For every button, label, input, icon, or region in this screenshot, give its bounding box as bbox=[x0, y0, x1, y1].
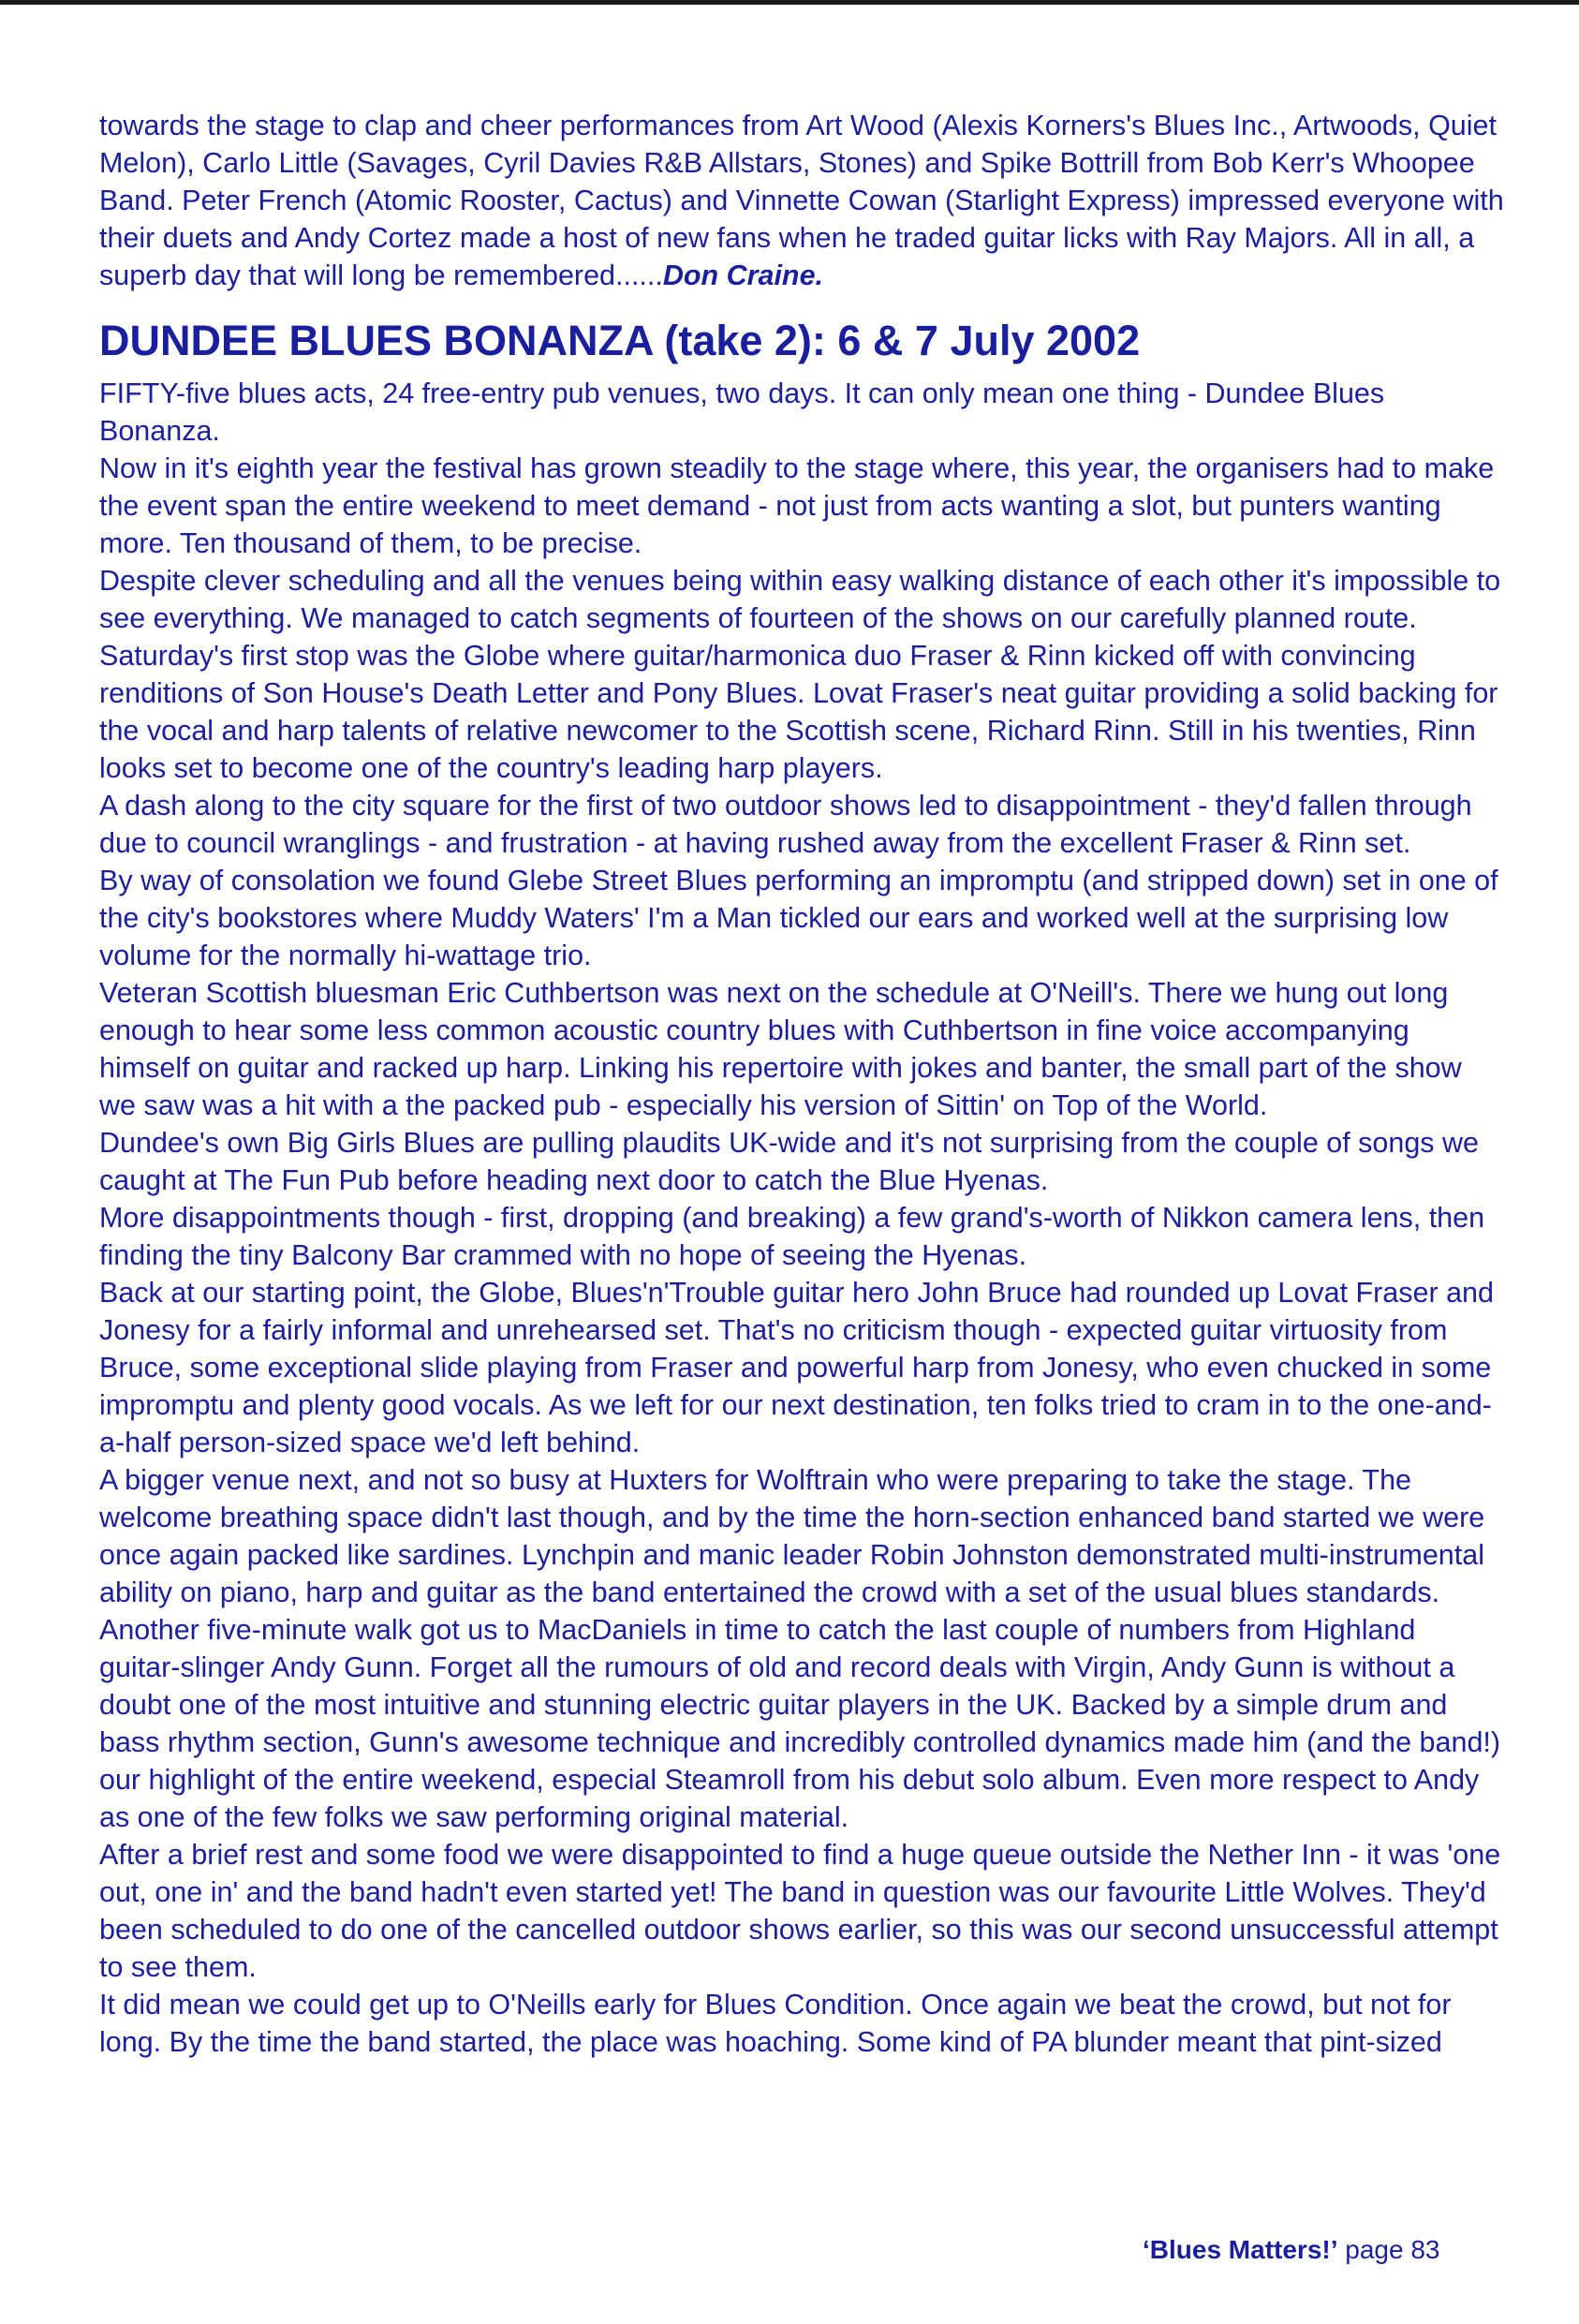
article-paragraph: Now in it's eighth year the festival has grown steadily to the stage where, this year, the organisers had to make the event span the entire weekend to meet demand - not just from acts wanting a slot, but punters wanting more. Ten thousand of them, to be precise. bbox=[99, 452, 1495, 559]
article-paragraph: FIFTY-five blues acts, 24 free-entry pub venues, two days. It can only mean one thing - Dundee Blues Bonanza. bbox=[99, 377, 1385, 447]
article-paragraph: Saturday's first stop was the Globe where guitar/harmonica duo Fraser & Rinn kicked off with convincing renditions of Son House's Death Letter and Pony Blues. Lovat Fraser's neat guitar providing a solid backing for the vocal and harp talents of relative newcomer to the Scottish scene, Richard Rinn. Still in his twenties, Rinn looks set to become one of the country's leading harp players. bbox=[99, 640, 1498, 784]
article-paragraph: By way of consolation we found Glebe Street Blues performing an impromptu (and stripped down) set in one of the city's bookstores where Muddy Waters' I'm a Man tickled our ears and worked well at the surprising low volume for the normally hi-wattage trio. bbox=[99, 865, 1498, 971]
article-paragraph: Another five-minute walk got us to MacDaniels in time to catch the last couple of numbers from Highland guitar-slinger Andy Gunn. Forget all the rumours of old and record deals with Virgin, Andy Gunn is without a doubt one of the most intuitive and stunning electric guitar players in the UK. Backed by a simple drum and bass rhythm section, Gunn's awesome technique and incredibly controlled dynamics made him (and the band!) our highlight of the entire weekend, especial Steamroll from his debut solo album. Even more respect to Andy as one of the few folks we saw performing original material. bbox=[99, 1614, 1501, 1833]
article-paragraph: Dundee's own Big Girls Blues are pulling plaudits UK-wide and it's not surprising from the couple of songs we caught at The Fun Pub before heading next door to catch the Blue Hyenas. bbox=[99, 1127, 1480, 1196]
article-paragraph: Despite clever scheduling and all the venues being within easy walking distance of each other it's impossible to see everything. We managed to catch segments of fourteen of the shows on our carefully planned route. bbox=[99, 565, 1501, 634]
top-rule bbox=[0, 0, 1579, 5]
article-paragraph: Veteran Scottish bluesman Eric Cuthbertson was next on the schedule at O'Neill's. There we hung out long enough to hear some less common acoustic country blues with Cuthbertson in fine voice accompanying himself on guitar and racked up harp. Linking his repertoire with jokes and banter, the small part of the show we saw was a hit with a the packed pub - especially his version of Sittin' on Top of the World. bbox=[99, 977, 1462, 1121]
article-paragraph: A dash along to the city square for the first of two outdoor shows led to disappointment - they'd fallen through due to council wranglings - and frustration - at having rushed away from the excellent Fraser & Rinn set. bbox=[99, 790, 1472, 859]
page-footer bbox=[1143, 2235, 1440, 2265]
page-number: page 83 bbox=[1345, 2235, 1440, 2264]
article-title: DUNDEE BLUES BONANZA (take 2): 6 & 7 July 2002 bbox=[99, 317, 1141, 364]
page-content bbox=[99, 107, 1504, 2061]
article-paragraph: After a brief rest and some food we were disappointed to find a huge queue outside the Nether Inn - it was 'one out, one in' and the band hadn't even started yet! The band in question was our favourite Little Wolves. They'd been scheduled to do one of the cancelled outdoor shows earlier, so this was our second unsuccessful attempt to see them. bbox=[99, 1839, 1501, 1983]
article-paragraph: It did mean we could get up to O'Neills early for Blues Condition. Once again we beat the crowd, but not for long. By the time the band started, the place was hoaching. Some kind of PA blunder meant that pint-sized bbox=[99, 1989, 1452, 2058]
magazine-name: ‘Blues Matters!’ bbox=[1143, 2235, 1338, 2264]
intro-paragraph bbox=[99, 107, 1504, 294]
intro-text: towards the stage to clap and cheer performances from Art Wood (Alexis Korners's Blues Inc., Artwoods, Quiet Melon), Carlo Little (Savages, Cyril Davies R&B Allstars, Stones) and Spike Bottrill from Bob Kerr's Whoopee Band. Peter French (Atomic Rooster, Cactus) and Vinnette Cowan (Starlight Express) impressed everyone with their duets and Andy Cortez made a host of new fans when he traded guitar licks with Ray Majors. All in all, a superb day that will long be remembered...... bbox=[99, 110, 1504, 291]
article-paragraph: More disappointments though - first, dropping (and breaking) a few grand's-worth of Nikkon camera lens, then finding the tiny Balcony Bar crammed with no hope of seeing the Hyenas. bbox=[99, 1202, 1485, 1271]
article-paragraph: A bigger venue next, and not so busy at Huxters for Wolftrain who were preparing to take the stage. The welcome breathing space didn't last though, and by the time the horn-section enhanced band started we were once again packed like sardines. Lynchpin and manic leader Robin Johnston demonstrated multi-instrumental ability on piano, harp and guitar as the band entertained the crowd with a set of the usual blues standards. bbox=[99, 1464, 1485, 1608]
author-signature: Don Craine. bbox=[662, 259, 824, 291]
article-paragraph: Back at our starting point, the Globe, Blues'n'Trouble guitar hero John Bruce had rounded up Lovat Fraser and Jonesy for a fairly informal and unrehearsed set. That's no criticism though - expected guitar virtuosity from Bruce, some exceptional slide playing from Fraser and powerful harp from Jonesy, who even chucked in some impromptu and plenty good vocals. As we left for our next destination, ten folks tried to cram in to the one-and-a-half person-sized space we'd left behind. bbox=[99, 1277, 1494, 1458]
